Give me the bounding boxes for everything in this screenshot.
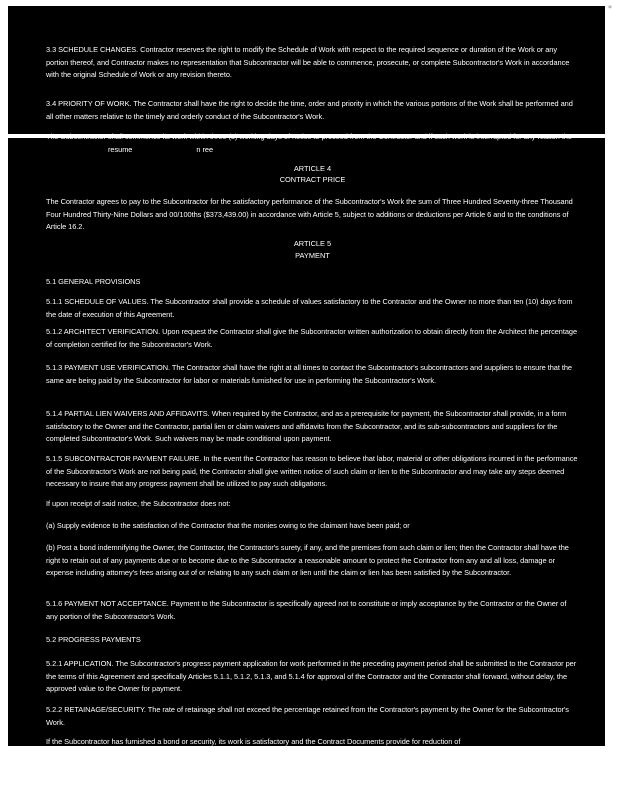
paragraph-5-2-2: 5.2.2 RETAINAGE/SECURITY. The rate of retainage shall not exceed the percentage retained from the Contractor's payment by the Owner for the Subcontractor's Work. xyxy=(46,705,569,727)
scanned-page xyxy=(8,6,605,746)
heading-general-provisions: 5.1 GENERAL PROVISIONS xyxy=(46,277,141,286)
paragraph-5-1-5: 5.1.5 SUBCONTRACTOR PAYMENT FAILURE. In the event the Contractor has reason to believe that labor, material or other obligations incurred in the performance of the Subcontractor's Work are not being paid, the Contractor shall give written notice of such claim or lien to the Subcontractor and may take any steps deemed necessary to insure that any progress payment shall be utilized to pay such obligations. xyxy=(46,454,578,489)
article-4-title: CONTRACT PRICE xyxy=(279,175,346,184)
paragraph-5-1-6: 5.1.6 PAYMENT NOT ACCEPTANCE. Payment to the Subcontractor is specifically agreed not to constitute or imply acceptance by the Contractor or the Owner of any portion of the Subcontractor's Work. xyxy=(46,599,567,621)
paragraph-5-1-5-b: (b) Post a bond indemnifying the Owner, the Contractor, the Contractor's surety, if any, and the premises from such claim or lien; then the Contractor shall have the right to retain out of any payments due or to become due to the Subcontractor a reasonable amount to protect the Contractor from any and all loss, damage or expense including attorney's fees arising out of or relating to any such claim or lien until the claim or lien has been satisfied by the Subcontractor. xyxy=(46,543,569,578)
paragraph-3-3: 3.3 SCHEDULE CHANGES. Contractor reserves the right to modify the Schedule of Work with respect to the required sequence or duration of the Work or any portion thereof, and Contractor makes no representation that Subcontractor will be able to commence, prosecute, or complete Subcontractor's Work in accordance with the original Schedule of Work or any revision thereto. xyxy=(46,45,570,80)
paragraph-5-1-2: 5.1.2 ARCHITECT VERIFICATION. Upon request the Contractor shall give the Subcontractor written authorization to obtain directly from the Architect the percentage of completion certified for the Subcontractor's Work. xyxy=(46,327,578,349)
paragraph-5-1-3: 5.1.3 PAYMENT USE VERIFICATION. The Contractor shall have the right at all times to contact the Subcontractor's subcontractors and suppliers to ensure that the same are being paid by the Subcontractor for labor or materials furnished for use in performing the Subcontractor's Work. xyxy=(46,363,572,385)
paragraph-5-1-1: 5.1.1 SCHEDULE OF VALUES. The Subcontractor shall provide a schedule of values satisfactory to the Contractor and the Owner no more than ten (10) days from the date of execution of this Agreement. xyxy=(46,297,573,319)
paragraph-5-1-5-a: (a) Supply evidence to the satisfaction of the Contractor that the monies owing to the claimant have been paid; or xyxy=(46,521,410,530)
scan-tear-line xyxy=(0,134,618,138)
paragraph-5-2-1: 5.2.1 APPLICATION. The Subcontractor's progress payment application for work performed in the preceding payment period shall be submitted to the Contractor per the terms of this Agreement and specifically Articles 5.1.1, 5.1.2, 5.1.3, and 5.1.4 for approval of the Contractor and the Contractor shall forward, without delay, the approved value to the Owner for payment. xyxy=(46,659,577,694)
paragraph-3-4: 3.4 PRIORITY OF WORK. The Contractor shall have the right to decide the time, order and priority in which the various portions of the Work shall be performed and all other matters relative to the timely and orderly conduct of the Subcontractor's Work. xyxy=(46,99,573,121)
resume-word: resume xyxy=(108,144,133,154)
resume-tail: n ree xyxy=(196,144,214,154)
article-5-title: PAYMENT xyxy=(295,251,330,260)
paragraph-5-1-4: 5.1.4 PARTIAL LIEN WAIVERS AND AFFIDAVITS. When required by the Contractor, and as a prerequisite for payment, the Subcontractor shall provide, in a form satisfactory to the Owner and the Contractor, partial lien or claim waivers and affidavits from the Subcontractor, and its sub-subcontractors and suppliers for the completed Subcontractor's Work. Such waivers may be made conditional upon payment. xyxy=(46,409,567,444)
article-4-heading: ARTICLE 4 xyxy=(293,164,332,173)
heading-progress-payments: 5.2 PROGRESS PAYMENTS xyxy=(46,635,141,644)
paragraph-5-1-5-intro: If upon receipt of said notice, the Subcontractor does not: xyxy=(46,499,231,508)
article-5-heading: ARTICLE 5 xyxy=(293,239,332,248)
contract-price-paragraph: The Contractor agrees to pay to the Subcontractor for the satisfactory performance of the Subcontractor's Work the sum of Three Hundred Seventy-three Thousand Four Hundred Thirty-Nine Dollars and 00/100ths ($373,439.00) in accordance with Article 5, subject to additions or deductions per Article 6 and to the conditions of Article 16.2. xyxy=(46,197,573,232)
edge-mark: * xyxy=(608,4,612,13)
paragraph-5-2-3-partial: If the Subcontractor has furnished a bond or security, its work is satisfactory and the Contract Documents provide for reduction of xyxy=(46,737,461,746)
